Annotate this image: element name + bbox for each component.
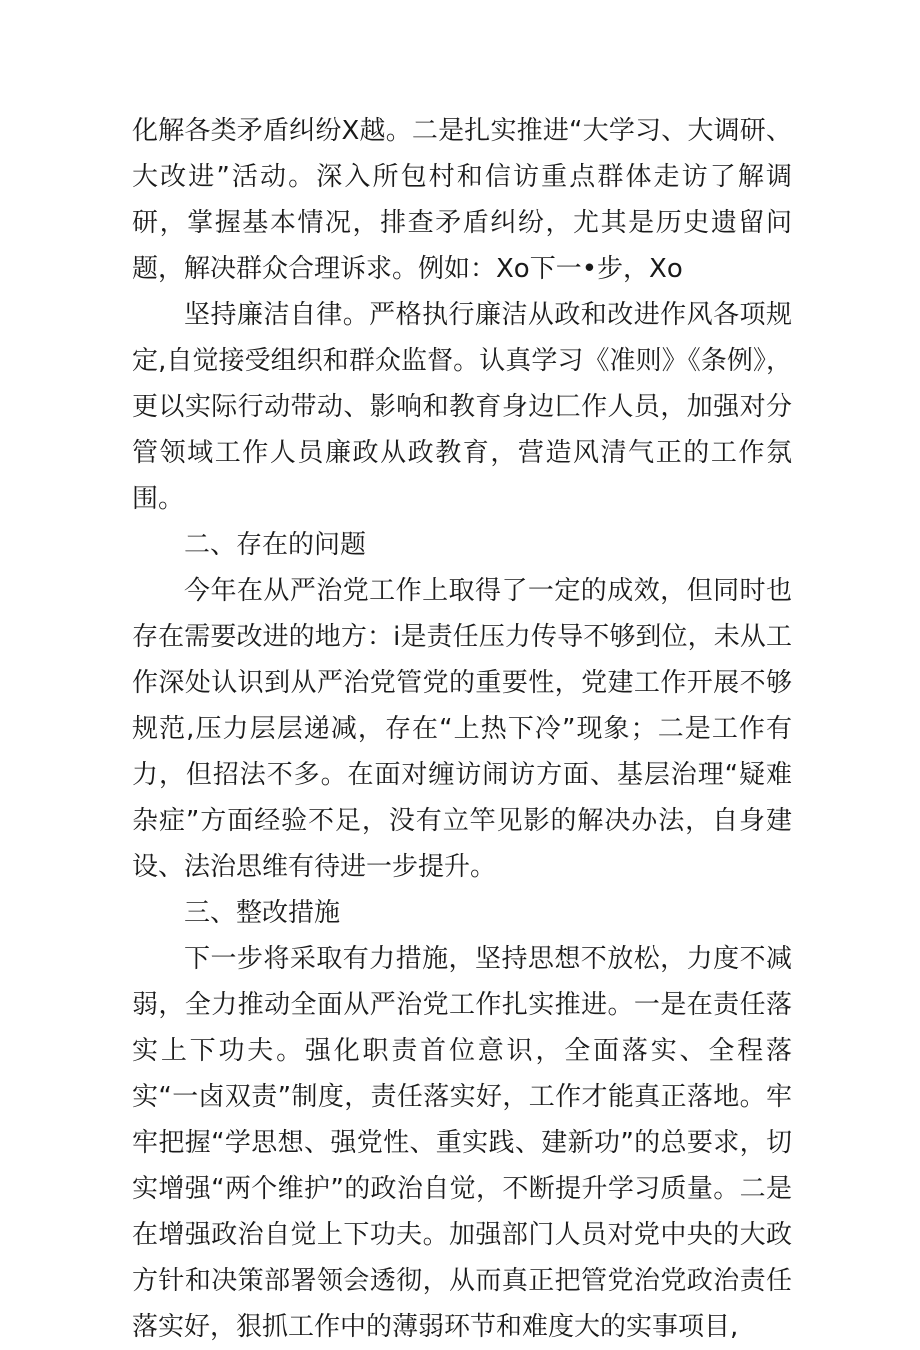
document-body [132,108,792,1350]
paragraph-continuation: 化解各类矛盾纠纷X越。二是扎实推进“大学习、大调研、大改进”活动。深入所包村和信访重点群体走访了解调研，掌握基本情况，排查矛盾纠纷，尤其是历史遗留问题，解决群众合理诉求。例如：Xo下一•步，Xo [132,116,792,284]
section-heading-problems: 二、存在的问题 [184,530,367,560]
section-heading-measures: 三、整改措施 [184,898,341,928]
paragraph-problems: 今年在从严治党工作上取得了一定的成效，但同时也存在需要改进的地方：i是责任压力传导不够到位，未从工作深处认识到从严治党管党的重要性，党建工作开展不够规范,压力层层递减，存在“上热下冷”现象；二是工作有力，但招法不多。在面对缠访闹访方面、基层治理“疑难杂症”方面经验不足，没有立竿见影的解决办法，自身建设、法治思维有待进一步提升。 [132,576,792,882]
paragraph-measures: 下一步将采取有力措施，坚持思想不放松，力度不减弱，全力推动全面从严治党工作扎实推进。一是在责任落实上下功夫。强化职责首位意识，全面落实、全程落实“一卤双责”制度，责任落实好，工作才能真正落地。牢牢把握“学思想、强党性、重实践、建新功”的总要求，切实增强“两个维护”的政治自觉，不断提升学习质量。二是在增强政治自觉上下功夫。加强部门人员对党中央的大政方针和决策部署领会透彻，从而真正把管党治党政治责任落实好，狠抓工作中的薄弱环节和难度大的实事项目, [132,944,792,1342]
paragraph-integrity: 坚持廉洁自律。严格执行廉洁从政和改进作风各项规定,自觉接受组织和群众监督。认真学习《准则》《条例》，更以实际行动带动、影响和教育身边匚作人员，加强对分管领域工作人员廉政从政教育，营造风清气正的工作氛围。 [132,300,792,514]
